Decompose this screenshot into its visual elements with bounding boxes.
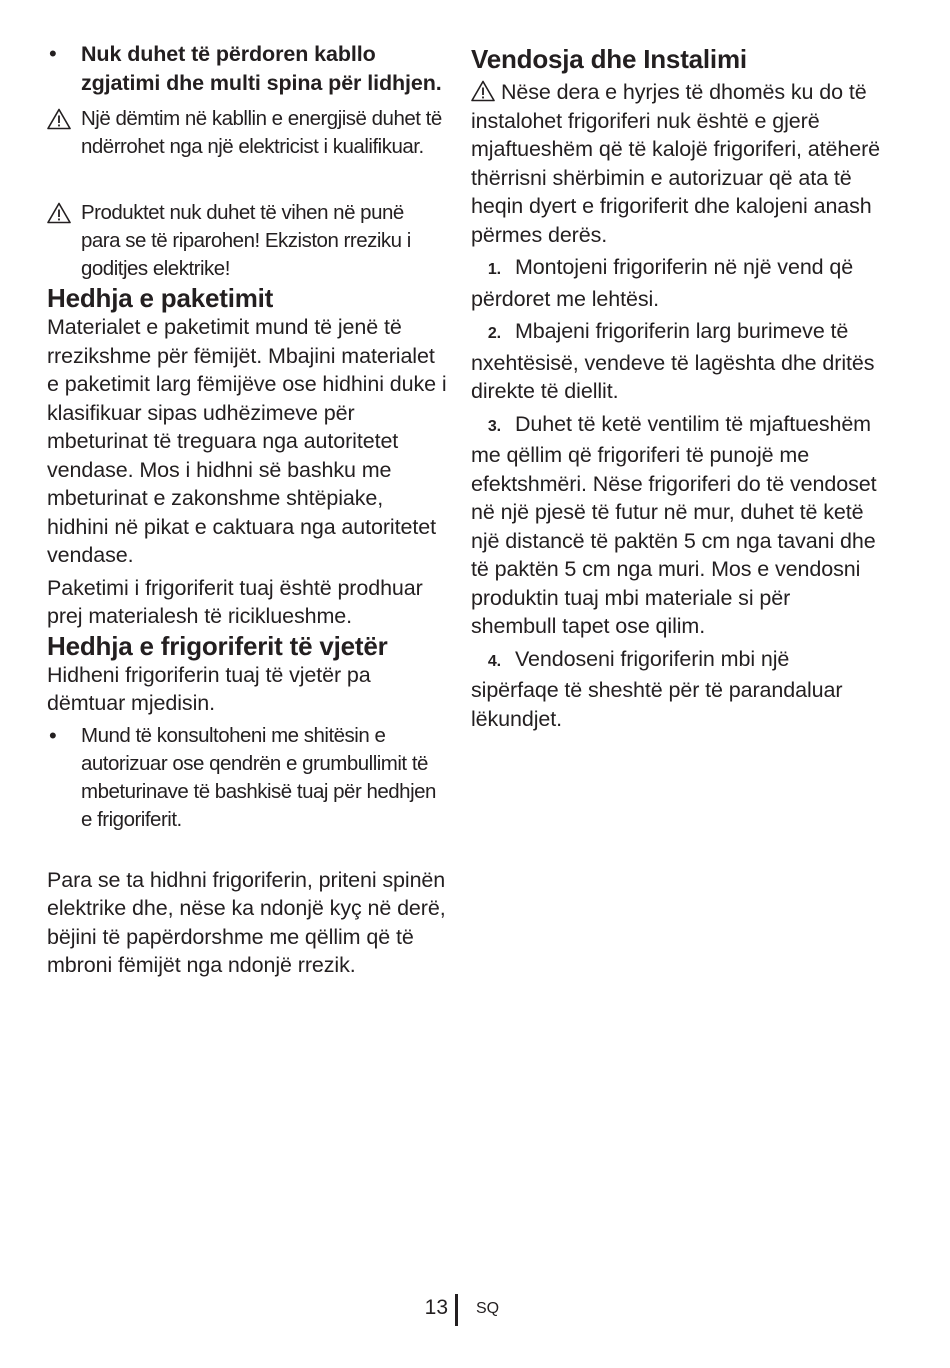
bullet-text: Mund të konsultoheni me shitësin e autorizuar ose qendrën e grumbullimit të mbeturinave të bashkisë tuaj për hedhjen e frigoriferit. [81, 723, 436, 831]
step-number: 4. [487, 652, 501, 670]
warning-triangle-icon [471, 80, 495, 102]
section-heading-installation: Vendosja dhe Instalimi [471, 44, 747, 74]
warning-door-width [471, 78, 881, 249]
paragraph-recyclable: Paketimi i frigoriferit tuaj është prodhuar prej materialesh të riciklueshme. [47, 575, 423, 628]
paragraph-packaging: Materialet e paketimit mund të jenë të rrezikshme për fëmijët. Mbajini materialet e paketimit larg fëmijëve ose hidhini duke i klasifikuar sipas udhëzimeve për mbeturinat të treguara nga autoritetet vendase. Mos i hidhni së bashku me mbeturinat e zakonshme shtëpiake, hidhini në pikat e caktuara nga autoritetet vendase. [47, 315, 447, 567]
step-text: Vendoseni frigoriferin mbi një sipërfaqe të sheshtë për të parandaluar lëkundjet. [471, 646, 843, 731]
step-number: 2. [487, 325, 501, 342]
step-number: 1. [487, 261, 501, 278]
bullet-item-consult [47, 722, 447, 834]
step-2 [471, 317, 881, 406]
section-heading-old-fridge: Hedhja e frigoriferit të vjetër [47, 630, 388, 661]
warning-text: Produktet nuk duhet të vihen në punë para se të riparohen! Ekziston rreziku i goditjes elektrike! [81, 201, 411, 280]
paragraph-old-fridge: Hidheni frigoriferin tuaj të vjetër pa dëmtuar mjedisin. [47, 662, 371, 715]
language-code: SQ [476, 1300, 500, 1317]
warning-repair [47, 199, 447, 283]
bullet-dot-icon: • [49, 722, 57, 748]
footer-divider [455, 1294, 458, 1326]
section-heading-packaging: Hedhja e paketimit [47, 283, 274, 313]
page-number: 13 [424, 1296, 448, 1319]
warning-text: Një dëmtim në kabllin e energjisë duhet të ndërrohet nga një elektricist i kualifikuar. [81, 107, 442, 158]
step-4 [471, 645, 881, 734]
step-1 [471, 253, 881, 313]
warning-triangle-icon [47, 202, 71, 224]
step-text: Duhet të ketë ventilim të mjaftueshëm me qëllim që frigoriferi të punojë me efektshmëri. Nëse frigoriferi do të vendoset në një pjesë të futur në mur, duhet të ketë një distancë të paktën 5 cm nga tavani dhe të paktën 5 cm nga muri. Mos e vendosni produktin tuaj mbi materiale si për shembull tapet ose qilim. [471, 411, 877, 638]
left-column [47, 40, 447, 980]
step-text: Montojeni frigoriferin në një vend që përdoret me lehtësi. [471, 255, 854, 311]
warning-text: Nëse dera e hyrjes të dhomës ku do të instalohet frigoriferi nuk është e gjerë mjaftueshëm që të kalojë frigoriferi, atëherë thërrisni shërbimin e autorizuar që ata të heqin dyert e frigoriferit dhe kalojeni anash përmes derës. [471, 80, 880, 247]
warning-triangle-icon [47, 108, 71, 130]
step-3 [471, 410, 881, 641]
bullet-dot-icon: • [49, 41, 57, 66]
paragraph-disposal: Para se ta hidhni frigoriferin, priteni spinën elektrike dhe, nëse ka ndonjë kyç në derë, bëjini të papërdorshme me qëllim që të mbroni fëmijët nga ndonjë rrezik. [47, 867, 446, 977]
step-number: 3. [487, 417, 501, 435]
warning-cable-damage [47, 105, 447, 161]
bullet-item-cables [47, 40, 447, 97]
bullet-text: Nuk duhet të përdoren kabllo zgjatimi dhe multi spina për lidhjen. [81, 42, 442, 95]
right-column [471, 40, 881, 733]
step-text: Mbajeni frigoriferin larg burimeve të nxehtësisë, vendeve të lagështa dhe dritës direkte të diellit. [471, 319, 875, 403]
